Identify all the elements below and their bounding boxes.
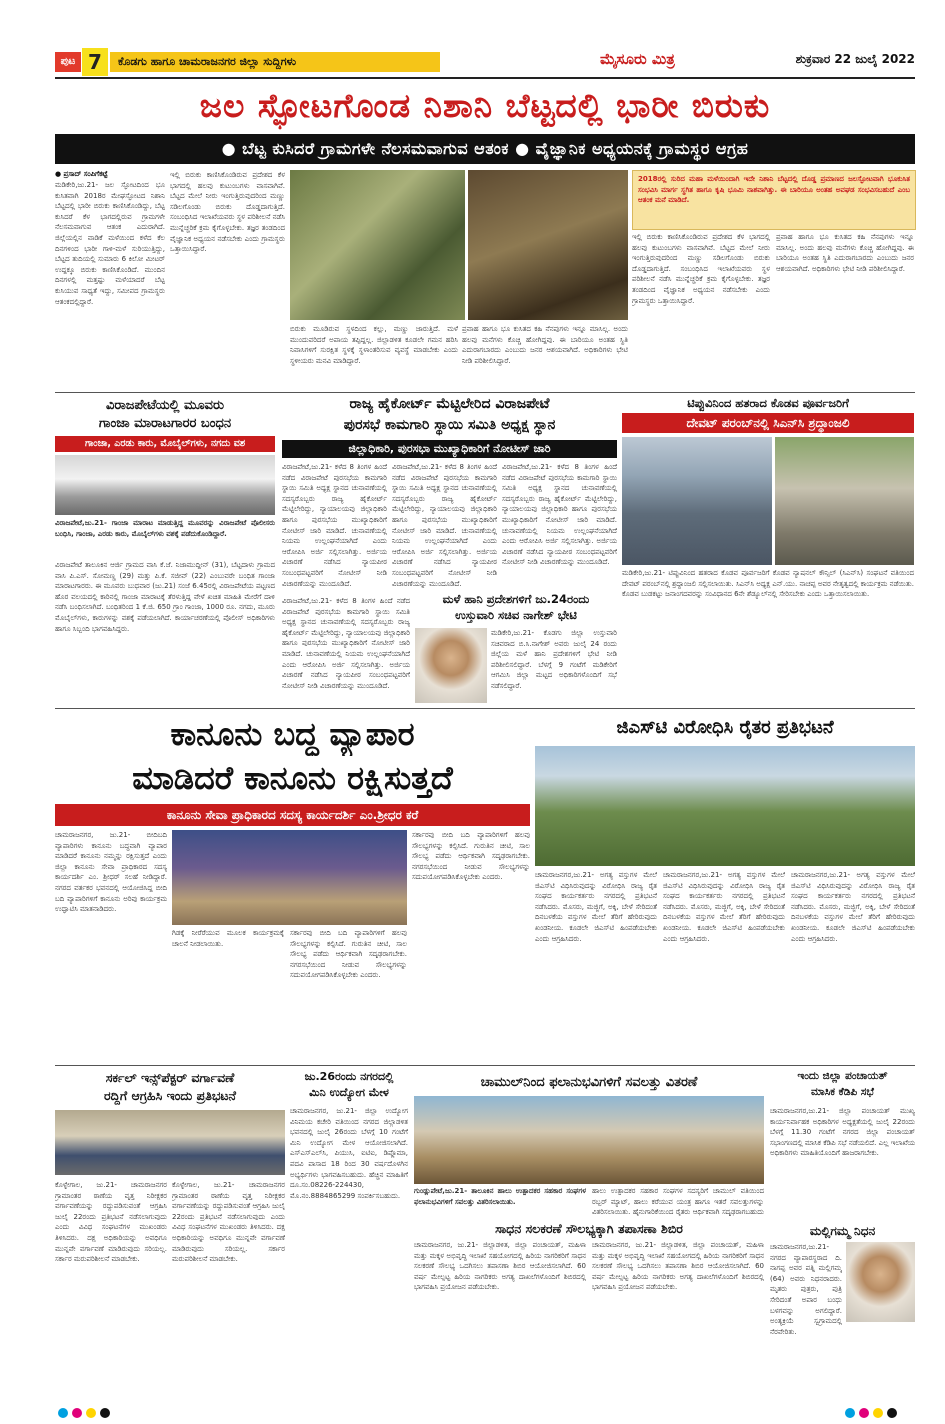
lead-body-col3: ಬಿರುಕು ಮೂಡಿರುವ ಸ್ಥಳದಿಂದ ಕಲ್ಲು, ಮಣ್ಣು ಜಾರುತ್ತಿದೆ. ಮಳೆ ಮುಂದುವರಿದರೆ ಅಪಾಯ ತಪ್ಪಿದ್ದಲ್ಲ. ಜಿಲ್ಲಾಡಳಿತ ಕೂಡಲೇ ಗಮನ ಹರಿಸಿ ನಿವಾಸಿಗಳಿಗೆ ಸುರಕ್ಷಿತ ಸ್ಥಳಕ್ಕೆ ಸ್ಥಳಾಂತರಿಸುವ ವ್ಯವಸ್ಥೆ ಮಾಡಬೇಕು ಎಂದು ಸ್ಥಳೀಯರು ಮನವಿ ಮಾಡಿದ್ದಾರೆ. — [290, 325, 458, 365]
minister-left-body: ವಿರಾಜಪೇಟೆ,ಜು.21- ಕಳೆದ 8 ತಿಂಗಳ ಹಿಂದೆ ನಡೆದ ವಿರಾಜಪೇಟೆ ಪುರಸಭೆಯ ಕಾಮಗಾರಿ ಸ್ಥಾಯಿ ಸಮಿತಿ ಅಧ್ಯಕ್ಷ ಸ್ಥಾನದ ಚುನಾವಣೆಯಲ್ಲಿ ಸದಸ್ಯರೊಬ್ಬರು ರಾಜ್ಯ ಹೈಕೋರ್ಟ್ ಮೆಟ್ಟಿಲೇರಿದ್ದು, ನ್ಯಾಯಾಲಯವು ಜಿಲ್ಲಾಧಿಕಾರಿ ಹಾಗೂ ಪುರಸಭೆಯ ಮುಖ್ಯಾಧಿಕಾರಿಗೆ ನೋಟೀಸ್ ಜಾರಿ ಮಾಡಿದೆ. ಚುನಾವಣೆಯಲ್ಲಿ ನಿಯಮ ಉಲ್ಲಂಘನೆಯಾಗಿದೆ ಎಂದು ಆರೋಪಿಸಿ ಅರ್ಜಿ ಸಲ್ಲಿಸಲಾಗಿತ್ತು. ಅರ್ಜಿಯ ವಿಚಾರಣೆ ನಡೆಸಿದ ನ್ಯಾಯಪೀಠ ಸಂಬಂಧಪಟ್ಟವರಿಗೆ ನೋಟೀಸ್ ನೀಡಿ ವಿಚಾರಣೆಯನ್ನು ಮುಂದೂಡಿದೆ. — [282, 597, 410, 690]
hc-headline-2: ಪುರಸಭೆ ಕಾಮಗಾರಿ ಸ್ಥಾಯಿ ಸಮಿತಿ ಅಧ್ಯಕ್ಷ ಸ್ಥಾನ — [343, 417, 556, 433]
camp-body-col1: ಚಾಮರಾಜನಗರ, ಜು.21- ಜಿಲ್ಲಾಡಳಿತ, ಜಿಲ್ಲಾ ಪಂಚಾಯತ್, ಮಹಿಳಾ ಮತ್ತು ಮಕ್ಕಳ ಅಭಿವೃದ್ಧಿ ಇಲಾಖೆ ಸಹಯೋಗದಲ್ಲಿ ಹಿರಿಯ ನಾಗರಿಕರಿಗೆ ಸಾಧನ ಸಲಕರಣೆ ಸೌಲಭ್ಯ ಒದಗಿಸಲು ತಪಾಸಣಾ ಶಿಬಿರ ಆಯೋಜಿಸಲಾಗಿದೆ. 60 ವರ್ಷ ಮೇಲ್ಪಟ್ಟ ಹಿರಿಯ ನಾಗರಿಕರು ಅಗತ್ಯ ದಾಖಲೆಗಳೊಂದಿಗೆ ಶಿಬಿರದಲ್ಲಿ ಭಾಗವಹಿಸಿ ಪ್ರಯೋಜನ ಪಡೆಯಬೇಕು. — [414, 1241, 586, 1292]
newspaper-brand: ಮೈಸೂರು ಮಿತ್ರ — [600, 50, 675, 68]
minister-headline-1: ಮಳೆ ಹಾನಿ ಪ್ರದೇಶಗಳಿಗೆ ಜು.24ರಂದು — [442, 592, 590, 606]
minister-body: ಮಡಿಕೇರಿ,ಜು.21- ಕೊಡಗು ಜಿಲ್ಲಾ ಉಸ್ತುವಾರಿ ಸಚಿವರಾದ ಬಿ.ಸಿ.ನಾಗೇಶ್ ಅವರು ಜುಲೈ 24 ರಂದು ಜಿಲ್ಲೆಯ ಮಳೆ ಹಾನಿ ಪ್ರದೇಶಗಳಿಗೆ ಭೇಟಿ ನೀಡಿ ಪರಿಶೀಲಿಸಲಿದ್ದಾರೆ. ಬೆಳಗ್ಗೆ 9 ಗಂಟೆಗೆ ಮಡಿಕೇರಿಗೆ ಆಗಮಿಸಿ ಜಿಲ್ಲಾ ಮಟ್ಟದ ಅಧಿಕಾರಿಗಳೊಂದಿಗೆ ಸಭೆ ನಡೆಸಲಿದ್ದಾರೆ. — [491, 629, 617, 690]
registration-mark — [100, 1408, 110, 1418]
lead-body-col1: ಮಡಿಕೇರಿ,ಜು.21- ಜಲ ಸ್ಫೋಟದಿಂದ ಭೂ ಕುಸಿತವಾಗಿ 2018ರ ಮೇಘಸ್ಫೋಟದ ನಿಶಾನಿ ಬೆಟ್ಟದಲ್ಲಿ ಭಾರೀ ಬಿರುಕು ಕಾಣಿಸಿಕೊಂಡಿದ್ದು, ಬೆಟ್ಟ ಕುಸಿದರೆ ಕೆಳ ಭಾಗದಲ್ಲಿರುವ ಗ್ರಾಮಗಳೇ ನೆಲಸಮವಾಗುವ ಆತಂಕ ಎದುರಾಗಿದೆ. ಜಿಲ್ಲೆಯಲ್ಲಿನ ವಾಡಿಕೆ ಮಳೆಯಿಂದ ಕಳೆದ ಕೆಲ ದಿನಗಳಿಂದ ಭಾರೀ ಗಾಳಿ-ಮಳೆ ಸುರಿಯುತ್ತಿದ್ದು, ಬೆಟ್ಟದ ತುದಿಯಲ್ಲಿ ಸುಮಾರು 6 ಕಿಲೋ ಮೀಟರ್ ಉದ್ದಕ್ಕೂ ಬಿರುಕು ಕಾಣಿಸಿಕೊಂಡಿದೆ. ಮುಂದಿನ ದಿನಗಳಲ್ಲಿ ಮತ್ತಷ್ಟು ಮಳೆಯಾದರೆ ಬೆಟ್ಟ ಕುಸಿಯುವ ಸಾಧ್ಯತೆ ಇದ್ದು, ಸಮೀಪದ ಗ್ರಾಮಸ್ಥರು ಆತಂಕದಲ್ಲಿದ್ದಾರೆ. — [55, 181, 165, 306]
lead-body-col2: ಇಲ್ಲಿ ಬಿರುಕು ಕಾಣಿಸಿಕೊಂಡಿರುವ ಪ್ರದೇಶದ ಕೆಳ ಭಾಗದಲ್ಲಿ ಹಲವು ಕುಟುಂಬಗಳು ವಾಸವಾಗಿವೆ. ಬೆಟ್ಟದ ಮೇಲೆ ನೀರು ಇಂಗುತ್ತಿರುವುದರಿಂದ ಮಣ್ಣು ಸಡಿಲಗೊಂಡು ಬಿರುಕು ದೊಡ್ಡದಾಗುತ್ತಿದೆ. ಸಂಬಂಧಿಸಿದ ಇಲಾಖೆಯವರು ಸ್ಥಳ ಪರಿಶೀಲನೆ ನಡೆಸಿ ಮುನ್ನೆಚ್ಚರಿಕೆ ಕ್ರಮ ಕೈಗೊಳ್ಳಬೇಕು. ತಜ್ಞರ ತಂಡದಿಂದ ವೈಜ್ಞಾನಿಕ ಅಧ್ಯಯನ ನಡೆಸಬೇಕು ಎಂದು ಗ್ರಾಮಸ್ಥರು ಒತ್ತಾಯಿಸಿದ್ದಾರೆ. — [170, 171, 285, 254]
chamul-headline: ಚಾಮುಲ್‌ನಿಂದ ಫಲಾನುಭವಿಗಳಿಗೆ ಸವಲತ್ತು ವಿತರಣೆ — [480, 1075, 698, 1090]
dateline: ಶುಕ್ರವಾರ 22 ಜುಲೈ 2022 — [795, 52, 915, 66]
chamul-photo — [414, 1096, 764, 1184]
chamul-body: ಹಾಲು ಉತ್ಪಾದಕರ ಸಹಕಾರ ಸಂಘಗಳ ಸದಸ್ಯರಿಗೆ ಚಾಮುಲ್ ವತಿಯಿಂದ ರಬ್ಬರ್ ಮ್ಯಾಟ್, ಹಾಲು ಕರೆಯುವ ಯಂತ್ರ ಹಾಗೂ ಇತರೆ ಸವಲತ್ತುಗಳನ್ನು ವಿತರಿಸಲಾಯಿತು. ಹೈನುಗಾರಿಕೆಯಿಂದ ರೈತರು ಆರ್ಥಿಕವಾಗಿ ಸದೃಢರಾಗಬಹುದು — [592, 1187, 764, 1216]
circle-headline-2: ರದ್ದಿಗೆ ಆಗ್ರಹಿಸಿ ಇಂದು ಪ್ರತಿಭಟನೆ — [104, 1088, 236, 1103]
law-body-col3: ಸರ್ಕಾರವು ಬೀದಿ ಬದಿ ವ್ಯಾಪಾರಿಗಳಿಗೆ ಹಲವು ಸೌಲಭ್ಯಗಳನ್ನು ಕಲ್ಪಿಸಿದೆ. ಗುರುತಿನ ಚೀಟಿ, ಸಾಲ ಸೌಲಭ್ಯ ಪಡೆದು ಆರ್ಥಿಕವಾಗಿ ಸದೃಢರಾಗಬೇಕು. ನಗರಸಭೆಯಿಂದ ನೀಡುವ ಸೌಲಭ್ಯಗಳನ್ನು ಸದುಪಯೋಗಪಡಿಸಿಕೊಳ್ಳಬೇಕು ಎಂದರು. — [290, 929, 407, 980]
lead-body-col4: ಪ್ರವಾಹ ಹಾಗೂ ಭೂ ಕುಸಿತದ ಕಹಿ ನೆನಪುಗಳು ಇನ್ನೂ ಮಾಸಿಲ್ಲ. ಅಂದು ಹಲವು ಮನೆಗಳು ಕೊಚ್ಚಿ ಹೋಗಿದ್ದವು. ಈ ಬಾರಿಯೂ ಅಂತಹ ಸ್ಥಿತಿ ಎದುರಾಗಬಾರದು ಎಂಬುದು ಜನರ ಆಶಯವಾಗಿದೆ. ಅಧಿಕಾರಿಗಳು ಭೇಟಿ ನೀಡಿ ಪರಿಶೀಲಿಸಿದ್ದಾರೆ. — [462, 325, 628, 365]
jobfair-headline-2: ಮಿನಿ ಉದ್ಯೋಗ ಮೇಳ — [309, 1086, 389, 1099]
law-event-photo — [172, 830, 407, 925]
registration-mark — [859, 1408, 869, 1418]
gst-body-col2: ಚಾಮರಾಜನಗರ,ಜು.21- ಅಗತ್ಯ ವಸ್ತುಗಳ ಮೇಲೆ ಜಿಎಸ್‌ಟಿ ವಿಧಿಸಿರುವುದನ್ನು ವಿರೋಧಿಸಿ ರಾಜ್ಯ ರೈತ ಸಂಘದ ಕಾರ್ಯಕರ್ತರು ನಗರದಲ್ಲಿ ಪ್ರತಿಭಟನೆ ನಡೆಸಿದರು. ಮೊಸರು, ಮಜ್ಜಿಗೆ, ಅಕ್ಕಿ, ಬೇಳೆ ಸೇರಿದಂತೆ ದಿನಬಳಕೆಯ ವಸ್ತುಗಳ ಮೇಲೆ ತೆರಿಗೆ ಹೇರಿರುವುದು ಖಂಡನೀಯ. ಕೂಡಲೇ ಜಿಎಸ್‌ಟಿ ಹಿಂಪಡೆಯಬೇಕು ಎಂದು ಆಗ್ರಹಿಸಿದರು. — [663, 871, 785, 943]
circle-photo — [55, 1110, 285, 1175]
camp-body-col2: ಚಾಮರಾಜನಗರ, ಜು.21- ಜಿಲ್ಲಾಡಳಿತ, ಜಿಲ್ಲಾ ಪಂಚಾಯತ್, ಮಹಿಳಾ ಮತ್ತು ಮಕ್ಕಳ ಅಭಿವೃದ್ಧಿ ಇಲಾಖೆ ಸಹಯೋಗದಲ್ಲಿ ಹಿರಿಯ ನಾಗರಿಕರಿಗೆ ಸಾಧನ ಸಲಕರಣೆ ಸೌಲಭ್ಯ ಒದಗಿಸಲು ತಪಾಸಣಾ ಶಿಬಿರ ಆಯೋಜಿಸಲಾಗಿದೆ. 60 ವರ್ಷ ಮೇಲ್ಪಟ್ಟ ಹಿರಿಯ ನಾಗರಿಕರು ಅಗತ್ಯ ದಾಖಲೆಗಳೊಂದಿಗೆ ಶಿಬಿರದಲ್ಲಿ ಭಾಗವಹಿಸಿ ಪ್ರಯೋಜನ ಪಡೆಯಬೇಕು. — [592, 1241, 764, 1292]
obituary-body: ಚಾಮರಾಜನಗರ,ಜು.21- ನಗರದ ವ್ಯಾಪಾರಸ್ಥರಾದ ದಿ. ನಾಗಪ್ಪ ಅವರ ಪತ್ನಿ ಮಲ್ಲಿಗಮ್ಮ (64) ಅವರು ನಿಧನರಾದರು. ಮೃತರು ಪುತ್ರರು, ಪುತ್ರಿ ಸೇರಿದಂತೆ ಅಪಾರ ಬಂಧು ಬಳಗವನ್ನು ಅಗಲಿದ್ದಾರೆ. ಅಂತ್ಯಕ್ರಿಯೆ ಸ್ವಗ್ರಾಮದಲ್ಲಿ ನೆರವೇರಿತು. — [770, 1243, 842, 1336]
hc-subheadline: ಜಿಲ್ಲಾಧಿಕಾರಿ, ಪುರಸಭಾ ಮುಖ್ಯಾಧಿಕಾರಿಗೆ ನೋಟೀಸ್ ಜಾರಿ — [282, 440, 617, 458]
registration-mark — [86, 1408, 96, 1418]
arrest-caption: ವಿರಾಜಪೇಟೆ,ಜು.21- ಗಾಂಜಾ ಮಾರಾಟ ಮಾಡುತ್ತಿದ್ದ ಮೂವರನ್ನು ವಿರಾಜಪೇಟೆ ಪೊಲೀಸರು ಬಂಧಿಸಿ, ಗಾಂಜಾ, ಎರಡು ಕಾರು, ಮೊಬೈಲ್‌ಗಳು ವಶಕ್ಕೆ ಪಡೆದುಕೊಂಡಿದ್ದಾರೆ. — [55, 519, 275, 538]
tribute-portrait-photo — [622, 437, 772, 565]
gst-protest-photo — [535, 746, 915, 866]
hc-body-col2: ವಿರಾಜಪೇಟೆ,ಜು.21- ಕಳೆದ 8 ತಿಂಗಳ ಹಿಂದೆ ನಡೆದ ವಿರಾಜಪೇಟೆ ಪುರಸಭೆಯ ಕಾಮಗಾರಿ ಸ್ಥಾಯಿ ಸಮಿತಿ ಅಧ್ಯಕ್ಷ ಸ್ಥಾನದ ಚುನಾವಣೆಯಲ್ಲಿ ಸದಸ್ಯರೊಬ್ಬರು ರಾಜ್ಯ ಹೈಕೋರ್ಟ್ ಮೆಟ್ಟಿಲೇರಿದ್ದು, ನ್ಯಾಯಾಲಯವು ಜಿಲ್ಲಾಧಿಕಾರಿ ಹಾಗೂ ಪುರಸಭೆಯ ಮುಖ್ಯಾಧಿಕಾರಿಗೆ ನೋಟೀಸ್ ಜಾರಿ ಮಾಡಿದೆ. ಚುನಾವಣೆಯಲ್ಲಿ ನಿಯಮ ಉಲ್ಲಂಘನೆಯಾಗಿದೆ ಎಂದು ಆರೋಪಿಸಿ ಅರ್ಜಿ ಸಲ್ಲಿಸಲಾಗಿತ್ತು. ಅರ್ಜಿಯ ವಿಚಾರಣೆ ನಡೆಸಿದ ನ್ಯಾಯಪೀಠ ಸಂಬಂಧಪಟ್ಟವರಿಗೆ ನೋಟೀಸ್ ನೀಡಿ ವಿಚಾರಣೆಯನ್ನು ಮುಂದೂಡಿದೆ. — [392, 463, 497, 588]
zp-headline-1: ಇಂದು ಜಿಲ್ಲಾ ಪಂಚಾಯತ್ — [797, 1070, 888, 1082]
hc-headline-1: ರಾಜ್ಯ ಹೈಕೋರ್ಟ್ ಮೆಟ್ಟಿಲೇರಿದ ವಿರಾಜಪೇಟೆ — [349, 396, 550, 412]
lead-byline: ● ಪ್ರಸಾದ್ ಸಂಪಿಗೆಕಟ್ಟೆ — [55, 170, 108, 178]
law-caption-body: ಗಿಡಕ್ಕೆ ನೀರೆರೆಯುವ ಮೂಲಕ ಕಾರ್ಯಕ್ರಮಕ್ಕೆ ಚಾಲನೆ ನೀಡಲಾಯಿತು. — [172, 929, 284, 948]
gst-headline: ಜಿಎಸ್‌ಟಿ ವಿರೋಧಿಸಿ ರೈತರ ಪ್ರತಿಭಟನೆ — [616, 717, 834, 738]
chamul-caption: ಗುಂಡ್ಲುಪೇಟೆ,ಜು.21- ತಾಲೂಕಿನ ಹಾಲು ಉತ್ಪಾದಕರ ಸಹಕಾರ ಸಂಘಗಳ ಫಲಾನುಭವಿಗಳಿಗೆ ಸವಲತ್ತು ವಿತರಿಸಲಾಯಿತು. — [414, 1187, 586, 1206]
lead-body-col5: ಇಲ್ಲಿ ಬಿರುಕು ಕಾಣಿಸಿಕೊಂಡಿರುವ ಪ್ರದೇಶದ ಕೆಳ ಭಾಗದಲ್ಲಿ ಹಲವು ಕುಟುಂಬಗಳು ವಾಸವಾಗಿವೆ. ಬೆಟ್ಟದ ಮೇಲೆ ನೀರು ಇಂಗುತ್ತಿರುವುದರಿಂದ ಮಣ್ಣು ಸಡಿಲಗೊಂಡು ಬಿರುಕು ದೊಡ್ಡದಾಗುತ್ತಿದೆ. ಸಂಬಂಧಿಸಿದ ಇಲಾಖೆಯವರು ಸ್ಥಳ ಪರಿಶೀಲನೆ ನಡೆಸಿ ಮುನ್ನೆಚ್ಚರಿಕೆ ಕ್ರಮ ಕೈಗೊಳ್ಳಬೇಕು. ತಜ್ಞರ ತಂಡದಿಂದ ವೈಜ್ಞಾನಿಕ ಅಧ್ಯಯನ ನಡೆಸಬೇಕು ಎಂದು ಗ್ರಾಮಸ್ಥರು ಒತ್ತಾಯಿಸಿದ್ದಾರೆ. — [632, 233, 770, 305]
obituary-headline: ಮಲ್ಲಿಗಮ್ಮ ನಿಧನ — [809, 1224, 876, 1238]
registration-mark — [72, 1408, 82, 1418]
jobfair-body: ಚಾಮರಾಜನಗರ, ಜು.21- ಜಿಲ್ಲಾ ಉದ್ಯೋಗ ವಿನಿಮಯ ಕಚೇರಿ ವತಿಯಿಂದ ನಗರದ ಜಿಲ್ಲಾಡಳಿತ ಭವನದಲ್ಲಿ ಜುಲೈ 26ರಂದು ಬೆಳಗ್ಗೆ 10 ಗಂಟೆಗೆ ಮಿನಿ ಉದ್ಯೋಗ ಮೇಳ ಆಯೋಜಿಸಲಾಗಿದೆ. ಎಸ್‌ಎಸ್‌ಎಲ್‌ಸಿ, ಪಿಯುಸಿ, ಐಟಿಐ, ಡಿಪ್ಲೊಮಾ, ಪದವಿ ಪಾಸಾದ 18 ರಿಂದ 30 ವರ್ಷದೊಳಗಿನ ಅಭ್ಯರ್ಥಿಗಳು ಭಾಗವಹಿಸಬಹುದು. ಹೆಚ್ಚಿನ ಮಾಹಿತಿಗೆ ದೂ.ಸಂ.08226-224430, ಮೊ.ನಂ.8884865299 ಸಂಪರ್ಕಿಸಬಹುದು. — [290, 1107, 408, 1200]
tribute-headline-2: ದೇವಟ್ ಪರಂಬ್‌ನಲ್ಲಿ ಸಿಎನ್‌ಸಿ ಶ್ರದ್ಧಾಂಜಲಿ — [622, 413, 914, 433]
gst-body-col1: ಚಾಮರಾಜನಗರ,ಜು.21- ಅಗತ್ಯ ವಸ್ತುಗಳ ಮೇಲೆ ಜಿಎಸ್‌ಟಿ ವಿಧಿಸಿರುವುದನ್ನು ವಿರೋಧಿಸಿ ರಾಜ್ಯ ರೈತ ಸಂಘದ ಕಾರ್ಯಕರ್ತರು ನಗರದಲ್ಲಿ ಪ್ರತಿಭಟನೆ ನಡೆಸಿದರು. ಮೊಸರು, ಮಜ್ಜಿಗೆ, ಅಕ್ಕಿ, ಬೇಳೆ ಸೇರಿದಂತೆ ದಿನಬಳಕೆಯ ವಸ್ತುಗಳ ಮೇಲೆ ತೆರಿಗೆ ಹೇರಿರುವುದು ಖಂಡನೀಯ. ಕೂಡಲೇ ಜಿಎಸ್‌ಟಿ ಹಿಂಪಡೆಯಬೇಕು ಎಂದು ಆಗ್ರಹಿಸಿದರು. — [535, 871, 657, 943]
grass-photo — [290, 170, 465, 320]
law-body-col1: ಚಾಮರಾಜನಗರ, ಜು.21- ಬೀದಿಬದಿ ವ್ಯಾಪಾರಿಗಳು ಕಾನೂನು ಬದ್ಧವಾಗಿ ವ್ಯಾಪಾರ ಮಾಡಿದರೆ ಕಾನೂನು ನಮ್ಮನ್ನು ರಕ್ಷಿಸುತ್ತದೆ ಎಂದು ಜಿಲ್ಲಾ ಕಾನೂನು ಸೇವಾ ಪ್ರಾಧಿಕಾರದ ಸದಸ್ಯ ಕಾರ್ಯದರ್ಶಿ ಎಂ. ಶ್ರೀಧರ್ ಸಲಹೆ ನೀಡಿದ್ದಾರೆ. ನಗರದ ವರ್ತಕರ ಭವನದಲ್ಲಿ ಆಯೋಜಿಸಿದ್ದ ಬೀದಿ ಬದಿ ವ್ಯಾಪಾರಿಗಳಿಗೆ ಕಾನೂನು ಅರಿವು ಕಾರ್ಯಕ್ರಮ ಉದ್ಘಾಟಿಸಿ ಮಾತನಾಡಿದರು. — [55, 831, 167, 914]
minister-headline-2: ಉಸ್ತುವಾರಿ ಸಚಿವ ನಾಗೇಶ್ ಭೇಟಿ — [455, 608, 577, 622]
lead-body-col6: ಪ್ರವಾಹ ಹಾಗೂ ಭೂ ಕುಸಿತದ ಕಹಿ ನೆನಪುಗಳು ಇನ್ನೂ ಮಾಸಿಲ್ಲ. ಅಂದು ಹಲವು ಮನೆಗಳು ಕೊಚ್ಚಿ ಹೋಗಿದ್ದವು. ಈ ಬಾರಿಯೂ ಅಂತಹ ಸ್ಥಿತಿ ಎದುರಾಗಬಾರದು ಎಂಬುದು ಜನರ ಆಶಯವಾಗಿದೆ. ಅಧಿಕಾರಿಗಳು ಭೇಟಿ ನೀಡಿ ಪರಿಶೀಲಿಸಿದ್ದಾರೆ. — [776, 233, 914, 273]
lead-callout-text: 2018ರಲ್ಲಿ ಸುರಿದ ಮಹಾ ಮಳೆಯಿಂದಾಗಿ ಇದೇ ನಿಶಾನಿ ಬೆಟ್ಟದಲ್ಲಿ ದೊಡ್ಡ ಪ್ರಮಾಣದ ಜಲಸ್ಫೋಟವಾಗಿ ಭೂಕುಸಿತ ಸಂಭವಿಸಿ ಮಾರ್ಗ ಸ್ಥಗಿತ ಹಾಗೂ ಕೃಷಿ ಭೂಮಿ ನಾಶವಾಗಿತ್ತು. ಈ ಬಾರಿಯೂ ಅಂತಹ ಅವಘಡ ಸಂಭವಿಸಬಹುದೆ ಎಂಬ ಆತಂಕ ಮನೆ ಮಾಡಿದೆ. — [638, 175, 910, 205]
hc-body-col1: ವಿರಾಜಪೇಟೆ,ಜು.21- ಕಳೆದ 8 ತಿಂಗಳ ಹಿಂದೆ ನಡೆದ ವಿರಾಜಪೇಟೆ ಪುರಸಭೆಯ ಕಾಮಗಾರಿ ಸ್ಥಾಯಿ ಸಮಿತಿ ಅಧ್ಯಕ್ಷ ಸ್ಥಾನದ ಚುನಾವಣೆಯಲ್ಲಿ ಸದಸ್ಯರೊಬ್ಬರು ರಾಜ್ಯ ಹೈಕೋರ್ಟ್ ಮೆಟ್ಟಿಲೇರಿದ್ದು, ನ್ಯಾಯಾಲಯವು ಜಿಲ್ಲಾಧಿಕಾರಿ ಹಾಗೂ ಪುರಸಭೆಯ ಮುಖ್ಯಾಧಿಕಾರಿಗೆ ನೋಟೀಸ್ ಜಾರಿ ಮಾಡಿದೆ. ಚುನಾವಣೆಯಲ್ಲಿ ನಿಯಮ ಉಲ್ಲಂಘನೆಯಾಗಿದೆ ಎಂದು ಆರೋಪಿಸಿ ಅರ್ಜಿ ಸಲ್ಲಿಸಲಾಗಿತ್ತು. ಅರ್ಜಿಯ ವಿಚಾರಣೆ ನಡೆಸಿದ ನ್ಯಾಯಪೀಠ ಸಂಬಂಧಪಟ್ಟವರಿಗೆ ನೋಟೀಸ್ ನೀಡಿ ವಿಚಾರಣೆಯನ್ನು ಮುಂದೂಡಿದೆ. — [282, 463, 387, 588]
arrest-subheadline: ಗಾಂಜಾ, ಎರಡು ಕಾರು, ಮೊಬೈಲ್‌ಗಳು, ನಗದು ವಶ — [55, 436, 275, 452]
hc-body-col3: ವಿರಾಜಪೇಟೆ,ಜು.21- ಕಳೆದ 8 ತಿಂಗಳ ಹಿಂದೆ ನಡೆದ ವಿರಾಜಪೇಟೆ ಪುರಸಭೆಯ ಕಾಮಗಾರಿ ಸ್ಥಾಯಿ ಸಮಿತಿ ಅಧ್ಯಕ್ಷ ಸ್ಥಾನದ ಚುನಾವಣೆಯಲ್ಲಿ ಸದಸ್ಯರೊಬ್ಬರು ರಾಜ್ಯ ಹೈಕೋರ್ಟ್ ಮೆಟ್ಟಿಲೇರಿದ್ದು, ನ್ಯಾಯಾಲಯವು ಜಿಲ್ಲಾಧಿಕಾರಿ ಹಾಗೂ ಪುರಸಭೆಯ ಮುಖ್ಯಾಧಿಕಾರಿಗೆ ನೋಟೀಸ್ ಜಾರಿ ಮಾಡಿದೆ. ಚುನಾವಣೆಯಲ್ಲಿ ನಿಯಮ ಉಲ್ಲಂಘನೆಯಾಗಿದೆ ಎಂದು ಆರೋಪಿಸಿ ಅರ್ಜಿ ಸಲ್ಲಿಸಲಾಗಿತ್ತು. ಅರ್ಜಿಯ ವಿಚಾರಣೆ ನಡೆಸಿದ ನ್ಯಾಯಪೀಠ ಸಂಬಂಧಪಟ್ಟವರಿಗೆ ನೋಟೀಸ್ ನೀಡಿ ವಿಚಾರಣೆಯನ್ನು ಮುಂದೂಡಿದೆ. — [502, 463, 617, 567]
divider — [55, 392, 915, 393]
registration-mark — [58, 1408, 68, 1418]
minister-photo — [415, 628, 487, 703]
registration-mark — [845, 1408, 855, 1418]
obituary-photo — [846, 1242, 915, 1322]
law-headline-1: ಕಾನೂನು ಬದ್ಧ ವ್ಯಾಪಾರ — [170, 715, 415, 753]
tribute-body: ಮಡಿಕೇರಿ,ಜು.21- ಟಿಪ್ಪುವಿನಿಂದ ಹತರಾದ ಕೊಡವ ಪೂರ್ವಜರಿಗೆ ಕೊಡವ ನ್ಯಾಷನಲ್ ಕೌನ್ಸಿಲ್ (ಸಿಎನ್‌ಸಿ) ಸಂಘಟನೆ ವತಿಯಿಂದ ದೇವಟ್ ಪರಂಬ್‌ನಲ್ಲಿ ಶ್ರದ್ಧಾಂಜಲಿ ಸಲ್ಲಿಸಲಾಯಿತು. ಸಿಎನ್‌ಸಿ ಅಧ್ಯಕ್ಷ ಎನ್.ಯು. ನಾಚಪ್ಪ ಅವರ ನೇತೃತ್ವದಲ್ಲಿ ಕಾರ್ಯಕ್ರಮ ನಡೆಯಿತು. ಕೊಡವ ಬುಡಕಟ್ಟು ಜನಾಂಗದವರನ್ನು ಸಂವಿಧಾನದ 6ನೇ ಶೆಡ್ಯೂಲ್‌ನಲ್ಲಿ ಸೇರಿಸಬೇಕು ಎಂದು ಒತ್ತಾಯಿಸಲಾಯಿತು. — [622, 569, 914, 599]
gst-body-col3: ಚಾಮರಾಜನಗರ,ಜು.21- ಅಗತ್ಯ ವಸ್ತುಗಳ ಮೇಲೆ ಜಿಎಸ್‌ಟಿ ವಿಧಿಸಿರುವುದನ್ನು ವಿರೋಧಿಸಿ ರಾಜ್ಯ ರೈತ ಸಂಘದ ಕಾರ್ಯಕರ್ತರು ನಗರದಲ್ಲಿ ಪ್ರತಿಭಟನೆ ನಡೆಸಿದರು. ಮೊಸರು, ಮಜ್ಜಿಗೆ, ಅಕ್ಕಿ, ಬೇಳೆ ಸೇರಿದಂತೆ ದಿನಬಳಕೆಯ ವಸ್ತುಗಳ ಮೇಲೆ ತೆರಿಗೆ ಹೇರಿರುವುದು ಖಂಡನೀಯ. ಕೂಡಲೇ ಜಿಎಸ್‌ಟಿ ಹಿಂಪಡೆಯಬೇಕು ಎಂದು ಆಗ್ರಹಿಸಿದರು. — [791, 871, 915, 943]
tribute-memorial-photo — [775, 437, 914, 565]
page-label: ಪುಟ — [55, 52, 81, 72]
jobfair-headline-1: ಜು.26ರಂದು ನಗರದಲ್ಲಿ — [304, 1070, 394, 1083]
registration-mark — [887, 1408, 897, 1418]
arrest-photo — [55, 455, 275, 515]
law-headline-2: ಮಾಡಿದರೆ ಕಾನೂನು ರಕ್ಷಿಸುತ್ತದೆ — [132, 759, 453, 797]
arrest-headline-2: ಗಾಂಜಾ ಮಾರಾಟಗಾರರ ಬಂಧನ — [98, 416, 232, 431]
lead-subheadline: ● ಬೆಟ್ಟ ಕುಸಿದರೆ ಗ್ರಾಮಗಳೇ ನೆಲಸಮವಾಗುವ ಆತಂಕ ● ವೈಜ್ಞಾನಿಕ ಅಧ್ಯಯನಕ್ಕೆ ಗ್ರಾಮಸ್ಥರ ಆಗ್ರಹ — [55, 134, 915, 164]
arrest-headline-1: ವಿರಾಜಪೇಟೆಯಲ್ಲಿ ಮೂವರು — [105, 398, 225, 413]
divider — [55, 1065, 915, 1066]
lead-headline: ಜಲ ಸ್ಫೋಟಗೊಂಡ ನಿಶಾನಿ ಬೆಟ್ಟದಲ್ಲಿ ಭಾರೀ ಬಿರುಕು — [199, 86, 771, 125]
divider — [55, 708, 915, 709]
circle-body-col1: ಕೊಳ್ಳೇಗಾಲ, ಜು.21- ಚಾಮರಾಜನಗರ ಗ್ರಾಮಾಂತರ ಠಾಣೆಯ ವೃತ್ತ ನಿರೀಕ್ಷಕರ ವರ್ಗಾವಣೆಯನ್ನು ರದ್ದುಪಡಿಸುವಂತೆ ಆಗ್ರಹಿಸಿ ಜುಲೈ 22ರಂದು ಪ್ರತಿಭಟನೆ ನಡೆಸಲಾಗುವುದು ಎಂದು ವಿವಿಧ ಸಂಘಟನೆಗಳ ಮುಖಂಡರು ತಿಳಿಸಿದರು. ದಕ್ಷ ಅಧಿಕಾರಿಯನ್ನು ಅವಧಿಗೂ ಮುನ್ನವೇ ವರ್ಗಾವಣೆ ಮಾಡಿರುವುದು ಸರಿಯಲ್ಲ. ಸರ್ಕಾರ ಮರುಪರಿಶೀಲನೆ ಮಾಡಬೇಕು. — [55, 1181, 167, 1264]
law-subheadline: ಕಾನೂನು ಸೇವಾ ಪ್ರಾಧಿಕಾರದ ಸದಸ್ಯ ಕಾರ್ಯದರ್ಶಿ ಎಂ.ಶ್ರೀಧರ ಕರೆ — [55, 804, 530, 826]
camp-headline: ಸಾಧನ ಸಲಕರಣೆ ಸೌಲಭ್ಯಕ್ಕಾಗಿ ತಪಾಸಣಾ ಶಿಬಿರ — [495, 1221, 683, 1236]
lead-callout-box — [632, 170, 916, 230]
tribute-headline-1: ಟಿಪ್ಪುವಿನಿಂದ ಹತರಾದ ಕೊಡವ ಪೂರ್ವಜರಿಗೆ — [687, 396, 849, 410]
zp-headline-2: ಮಾಸಿಕ ಕೆಡಿಪಿ ಸಭೆ — [811, 1086, 874, 1098]
circle-headline-1: ಸರ್ಕಲ್ ಇನ್ಸ್‌ಪೆಕ್ಟರ್ ವರ್ಗಾವಣೆ — [105, 1070, 235, 1085]
top-rule — [55, 77, 915, 79]
circle-body-col2: ಕೊಳ್ಳೇಗಾಲ, ಜು.21- ಚಾಮರಾಜನಗರ ಗ್ರಾಮಾಂತರ ಠಾಣೆಯ ವೃತ್ತ ನಿರೀಕ್ಷಕರ ವರ್ಗಾವಣೆಯನ್ನು ರದ್ದುಪಡಿಸುವಂತೆ ಆಗ್ರಹಿಸಿ ಜುಲೈ 22ರಂದು ಪ್ರತಿಭಟನೆ ನಡೆಸಲಾಗುವುದು ಎಂದು ವಿವಿಧ ಸಂಘಟನೆಗಳ ಮುಖಂಡರು ತಿಳಿಸಿದರು. ದಕ್ಷ ಅಧಿಕಾರಿಯನ್ನು ಅವಧಿಗೂ ಮುನ್ನವೇ ವರ್ಗಾವಣೆ ಮಾಡಿರುವುದು ಸರಿಯಲ್ಲ. ಸರ್ಕಾರ ಮರುಪರಿಶೀಲನೆ ಮಾಡಬೇಕು. — [172, 1181, 285, 1264]
section-title: ಕೊಡಗು ಹಾಗೂ ಚಾಮರಾಜನಗರ ಜಿಲ್ಲಾ ಸುದ್ದಿಗಳು — [110, 52, 440, 72]
law-body-col4: ಸರ್ಕಾರವು ಬೀದಿ ಬದಿ ವ್ಯಾಪಾರಿಗಳಿಗೆ ಹಲವು ಸೌಲಭ್ಯಗಳನ್ನು ಕಲ್ಪಿಸಿದೆ. ಗುರುತಿನ ಚೀಟಿ, ಸಾಲ ಸೌಲಭ್ಯ ಪಡೆದು ಆರ್ಥಿಕವಾಗಿ ಸದೃಢರಾಗಬೇಕು. ನಗರಸಭೆಯಿಂದ ನೀಡುವ ಸೌಲಭ್ಯಗಳನ್ನು ಸದುಪಯೋಗಪಡಿಸಿಕೊಳ್ಳಬೇಕು ಎಂದರು. — [412, 831, 530, 882]
page-number: 7 — [82, 48, 108, 76]
crack-photo — [468, 170, 628, 320]
registration-mark — [873, 1408, 883, 1418]
zp-body: ಚಾಮರಾಜನಗರ,ಜು.21- ಜಿಲ್ಲಾ ಪಂಚಾಯತ್ ಮುಖ್ಯ ಕಾರ್ಯನಿರ್ವಾಹಕ ಅಧಿಕಾರಿಗಳ ಅಧ್ಯಕ್ಷತೆಯಲ್ಲಿ ಜುಲೈ 22ರಂದು ಬೆಳಗ್ಗೆ 11.30 ಗಂಟೆಗೆ ನಗರದ ಜಿಲ್ಲಾ ಪಂಚಾಯತ್ ಸಭಾಂಗಣದಲ್ಲಿ ಮಾಸಿಕ ಕೆಡಿಪಿ ಸಭೆ ನಡೆಯಲಿದೆ. ಎಲ್ಲ ಇಲಾಖೆಯ ಅಧಿಕಾರಿಗಳು ಮಾಹಿತಿಯೊಂದಿಗೆ ಹಾಜರಾಗಬೇಕು. — [770, 1107, 915, 1158]
arrest-body: ವಿರಾಜಪೇಟೆ ತಾಲೂಕಿನ ಆರ್ಜಿ ಗ್ರಾಮದ ವಾಸಿ ಕೆ.ಜೆ. ನಿಜಾಮುದ್ದೀನ್ (31), ಬೆಟ್ಟದಾಳು ಗ್ರಾಮದ ವಾಸಿ ಪಿ.ಎಸ್. ಸೋಮಣ್ಣ (29) ಮತ್ತು ಪಿ.ಕೆ. ಸಜೀವ್ (22) ಎಂಬುವರೇ ಬಂಧಿತ ಗಾಂಜಾ ಮಾರಾಟಗಾರರು. ಈ ಮೂವರು ಬುಧವಾರ (ಜು.21) ಸಂಜೆ 6.45ರಲ್ಲಿ ವಿರಾಜಪೇಟೆಯ ಪಟ್ಟಣದ ಹೊರ ವಲಯದಲ್ಲಿ ಕಾರಿನಲ್ಲಿ ಗಾಂಜಾ ಮಾರಾಟಕ್ಕೆ ತೆರಳುತ್ತಿದ್ದ ವೇಳೆ ಖಚಿತ ಮಾಹಿತಿ ಮೇರೆಗೆ ದಾಳಿ ನಡೆಸಿ ಬಂಧಿಸಲಾಗಿದೆ. ಬಂಧಿತರಿಂದ 1 ಕೆ.ಜಿ. 650 ಗ್ರಾಂ ಗಾಂಜಾ, 1000 ರೂ. ನಗದು, ಮೂರು ಮೊಬೈಲ್‌ಗಳು, ಕಾರುಗಳನ್ನು ವಶಕ್ಕೆ ಪಡೆಯಲಾಗಿದೆ. ಕಾರ್ಯಾಚರಣೆಯಲ್ಲಿ ಪೊಲೀಸ್ ಅಧಿಕಾರಿಗಳು ಹಾಗೂ ಸಿಬ್ಬಂದಿ ಭಾಗವಹಿಸಿದ್ದರು. — [55, 561, 275, 633]
